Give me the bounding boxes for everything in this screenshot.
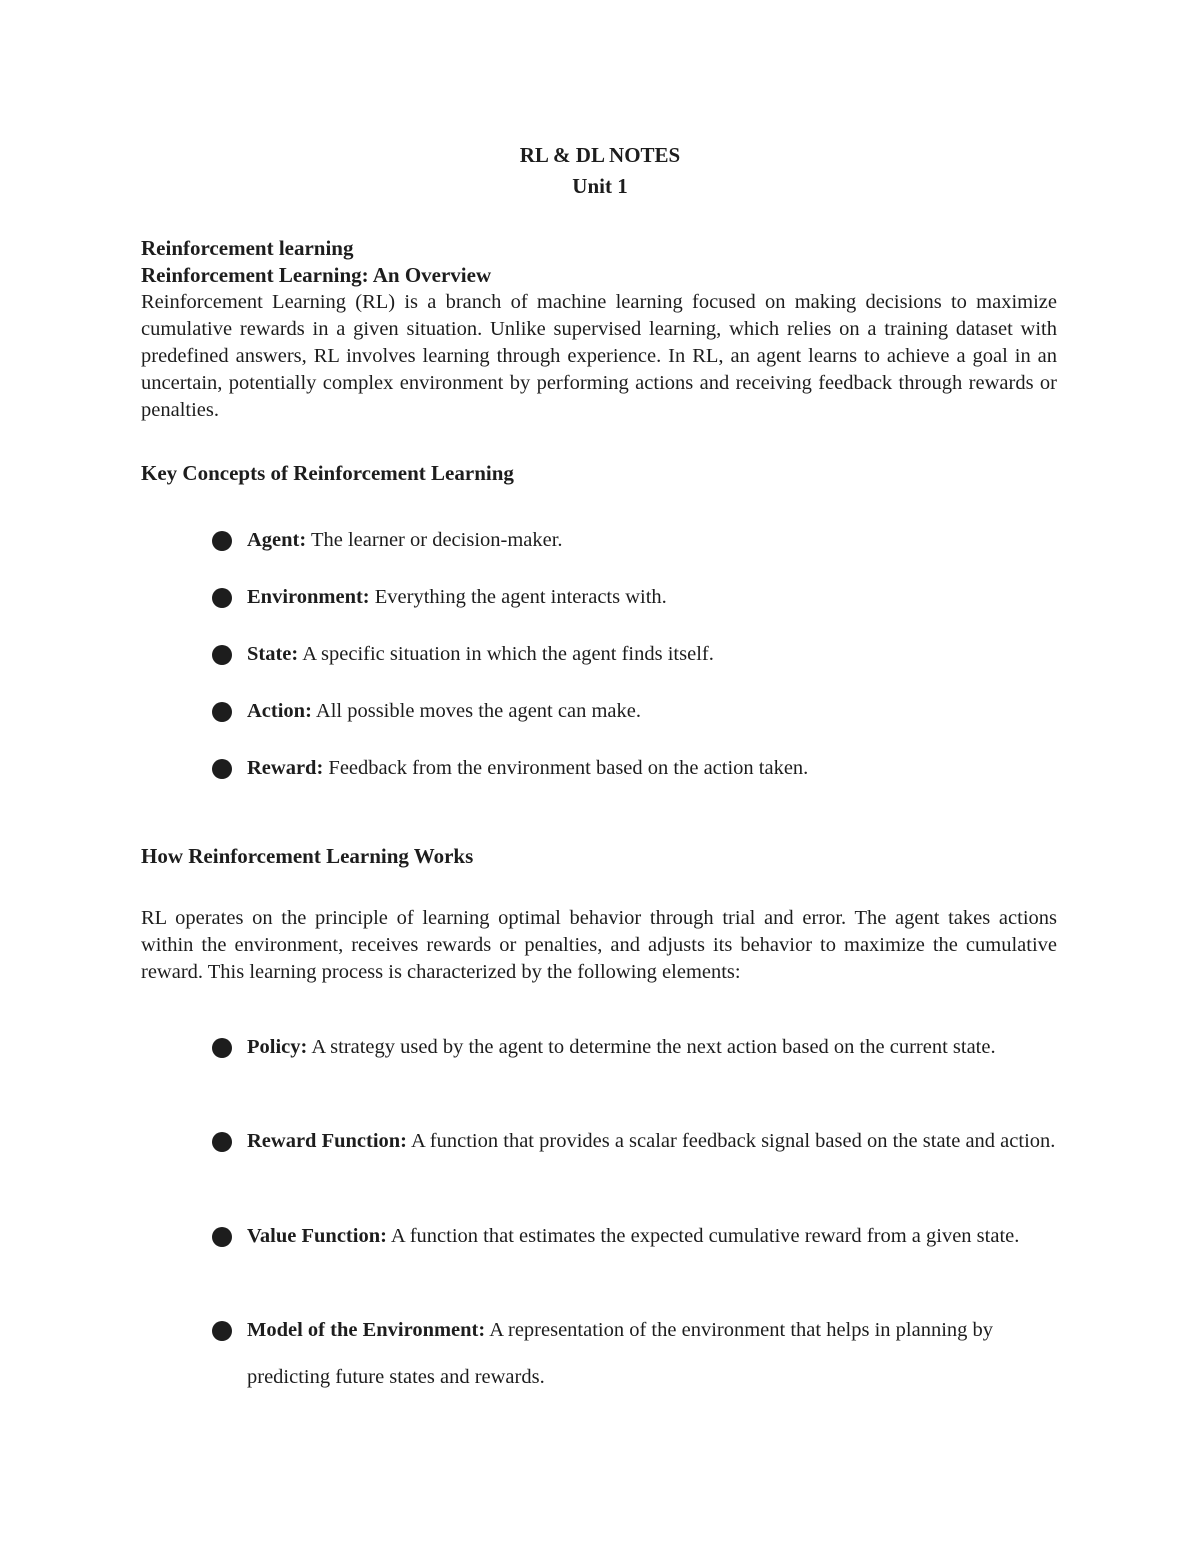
list-item <box>212 1024 1062 1071</box>
term: Reward Function: <box>247 1130 408 1152</box>
description: A specific situation in which the agent finds itself. <box>298 643 714 665</box>
section-heading-overview: Reinforcement Learning: An Overview <box>141 263 492 287</box>
list-item <box>212 517 1072 564</box>
bullet-icon <box>212 645 232 665</box>
description: Feedback from the environment based on the action taken. <box>323 757 809 779</box>
term: Policy: <box>247 1036 308 1058</box>
how-it-works-paragraph: RL operates on the principle of learning optimal behavior through trial and error. The agent takes actions within the environment, receives rewards or penalties, and adjusts its behavior to maximize the cumulative reward. This learning process is characterized by the following elements: <box>141 907 1057 983</box>
term: Action: <box>247 700 312 722</box>
term: Agent: <box>247 529 307 551</box>
bullet-icon <box>212 588 232 608</box>
description: The learner or decision-maker. <box>306 529 563 551</box>
description: A function that provides a scalar feedback signal based on the state and action. <box>407 1130 1056 1152</box>
section-heading-key-concepts: Key Concepts of Reinforcement Learning <box>141 461 514 485</box>
term: Environment: <box>247 586 370 608</box>
list-item <box>212 745 1072 792</box>
bullet-icon <box>212 531 232 551</box>
overview-paragraph: Reinforcement Learning (RL) is a branch of machine learning focused on making decisions to maximize cumulative rewards in a given situation. Unlike supervised learning, which relies on a training dataset with predefined answers, RL involves learning through experience. In RL, an agent learns to achieve a goal in an uncertain, potentially complex environment by performing actions and receiving feedback through rewards or penalties. <box>141 291 1057 421</box>
bullet-icon <box>212 702 232 722</box>
description: All possible moves the agent can make. <box>311 700 641 722</box>
list-item <box>212 1213 1062 1260</box>
term: Model of the Environment: <box>247 1319 486 1341</box>
list-item <box>212 631 1072 678</box>
description: A strategy used by the agent to determine the next action based on the current state. <box>307 1036 996 1058</box>
list-item <box>212 688 1072 735</box>
bullet-icon <box>212 1132 232 1152</box>
bullet-icon <box>212 1038 232 1058</box>
bullet-icon <box>212 759 232 779</box>
term: State: <box>247 643 299 665</box>
list-item <box>212 574 1072 621</box>
description: A representation of the environment that helps in planning by predicting future states and rewards. <box>247 1319 994 1388</box>
bullet-icon <box>212 1321 232 1341</box>
list-item <box>212 1118 1062 1165</box>
description: A function that estimates the expected cumulative reward from a given state. <box>386 1225 1020 1247</box>
bullet-icon <box>212 1227 232 1247</box>
document-subtitle: Unit 1 <box>572 174 628 198</box>
list-item <box>212 1307 1062 1401</box>
term: Reward: <box>247 757 324 779</box>
section-heading-rl: Reinforcement learning <box>141 236 354 260</box>
description: Everything the agent interacts with. <box>369 586 667 608</box>
section-heading-how-it-works: How Reinforcement Learning Works <box>141 844 474 868</box>
document-title: RL & DL NOTES <box>519 143 681 167</box>
term: Value Function: <box>247 1225 387 1247</box>
